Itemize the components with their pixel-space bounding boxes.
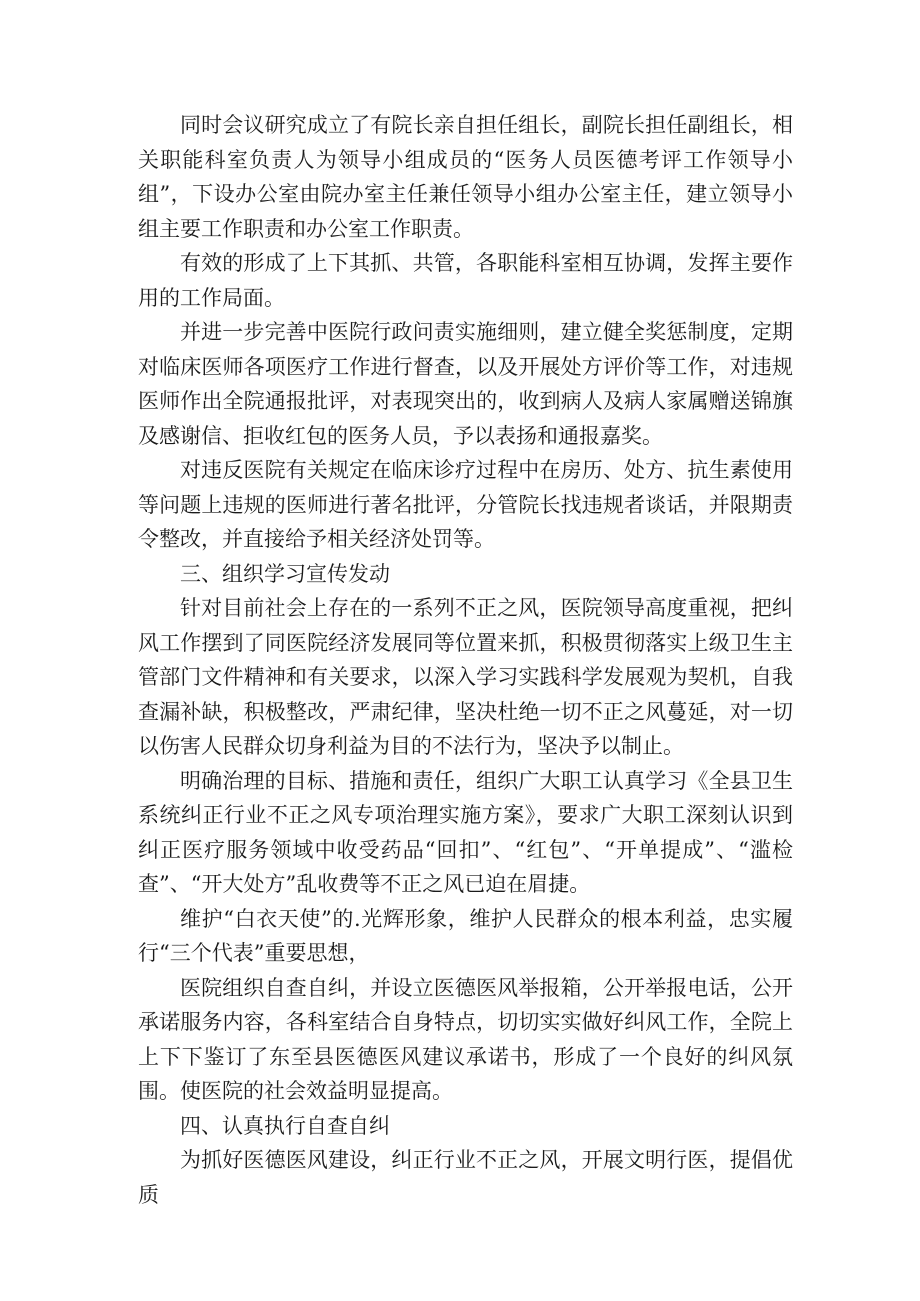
document-page: [138, 108, 793, 1212]
paragraph-2: 有效的形成了上下其抓、共管，各职能科室相互协调，发挥主要作用的工作局面。: [138, 251, 793, 310]
section-heading-3: 三、组织学习宣传发动: [180, 561, 390, 586]
paragraph-1: 同时会议研究成立了有院长亲自担任组长，副院长担任副组长，相关职能科室负责人为领导小组成员的“医务人员医德考评工作领导小组”，下设办公室由院办室主任兼任领导小组办公室主任，建立领导小组主要工作职责和办公室工作职责。: [138, 113, 793, 241]
paragraph-9: 为抓好医德医风建设，纠正行业不正之风，开展文明行医，提倡优质: [138, 1148, 793, 1207]
paragraph-7: 维护“白衣天使”的.光辉形象，维护人民群众的根本利益，忠实履行“三个代表”重要思想，: [138, 906, 793, 965]
paragraph-8: 医院组织自查自纠，并设立医德医风举报箱，公开举报电话，公开承诺服务内容，各科室结合自身特点，切切实实做好纠风工作，全院上上下下鉴订了东至县医德医风建议承诺书，形成了一个良好的纠风氛围。使医院的社会效益明显提高。: [138, 975, 793, 1103]
paragraph-3: 并进一步完善中医院行政问责实施细则，建立健全奖惩制度，定期对临床医师各项医疗工作进行督查，以及开展处方评价等工作，对违规医师作出全院通报批评，对表现突出的，收到病人及病人家属赠送锦旗及感谢信、拒收红包的医务人员，予以表扬和通报嘉奖。: [138, 320, 793, 448]
paragraph-4: 对违反医院有关规定在临床诊疗过程中在房历、处方、抗生素使用等问题上违规的医师进行著名批评，分管院长找违规者谈话，并限期责令整改，并直接给予相关经济处罚等。: [138, 458, 793, 551]
paragraph-6: 明确治理的目标、措施和责任，组织广大职工认真学习《全县卫生系统纠正行业不正之风专项治理实施方案》，要求广大职工深刻认识到纠正医疗服务领域中收受药品“回扣”、“红包”、“开单提成”、“滥检查”、“开大处方”乱收费等不正之风已迫在眉捷。: [138, 768, 793, 896]
section-heading-4: 四、认真执行自查自纠: [180, 1113, 390, 1138]
paragraph-5: 针对目前社会上存在的一系列不正之风，医院领导高度重视，把纠风工作摆到了同医院经济发展同等位置来抓，积极贯彻落实上级卫生主管部门文件精神和有关要求，以深入学习实践科学发展观为契机，自我查漏补缺，积极整改，严肃纪律，坚决杜绝一切不正之风蔓延，对一切以伤害人民群众切身利益为目的不法行为，坚决予以制止。: [138, 596, 793, 758]
